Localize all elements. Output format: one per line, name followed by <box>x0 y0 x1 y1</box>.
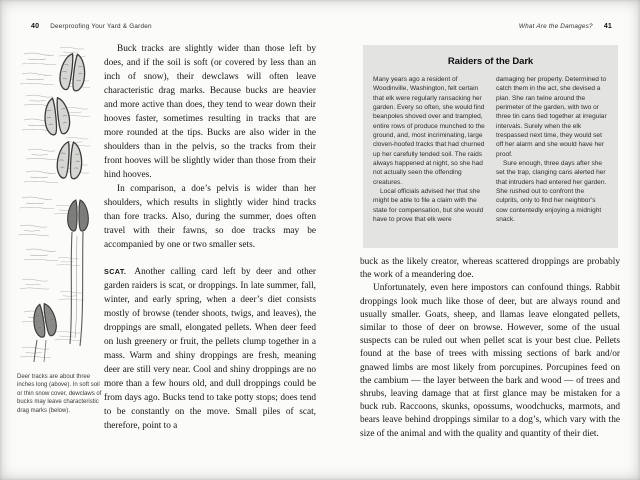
running-head-right <box>519 23 612 30</box>
sidebar-column-2 <box>496 75 608 225</box>
sidebar-columns <box>373 75 608 225</box>
paragraph-buck-tracks: Buck tracks are slightly wider than those left by does, and if the soil is soft (or covered by less than an inch of snow), their dewclaws will often leave characteristic drag marks. Because bucks are heavier and more active than does, they tend to wear down their hooves faster, sometimes resulting in tracks that are more rounded at the tips. Bucks are also wider in the shoulders than in the pelvis, so the tracks from their front hooves will be slightly wider than those from their hind hooves. <box>104 44 316 180</box>
illustration-caption: Deer tracks are about three inches long (above). In soft soil or thin snow cover, dewclaws of bucks may leave characteristic drag marks (below). <box>17 374 102 414</box>
book-title-running-head: Deerproofing Your Yard & Garden <box>50 23 152 30</box>
sidebar-paragraph: Sure enough, three days after she set the trap, clanging cans alerted her that intruders had entered her garden. She rushed out to confront the culprits, only to find her neighbor’s cow contentedly enjoying a midnight snack. <box>496 160 607 224</box>
deer-tracks-illustration <box>18 46 104 188</box>
left-body-text <box>104 42 316 433</box>
scat-paragraph-text: Another calling card left by deer and other garden raiders is scat, or droppings. In late summer, fall, winter, and early spring, when a deer’s diet consists mostly of browse (tender shoots, twigs, and leaves), the droppings are small, elongated pellets. When deer feed on lush greenery or fruit, the pellets clump together in a mass. Warm and shiny droppings are fresh, meaning deer are still very near. Cool and shiny droppings are no more than a few hours old, and dull droppings could be from days ago. Bucks tend to take potty stops; does tend to be constantly on the move. Small piles of scat, therefore, point to a <box>104 267 316 431</box>
drag-marks-illustration <box>16 192 104 368</box>
running-head-left <box>31 23 152 30</box>
page-number-left: 40 <box>31 23 40 30</box>
paragraph-impostors: Unfortunately, even here impostors can confound things. Rabbit droppings look much like those of deer, but are always round and usually smaller. Goats, sheep, and llamas leave elongated pellets, similar to those of deer on browse. However, some of the usual suspects can be ruled out when pellet scat is your best clue. Pellets found at the base of trees with missing sections of bark and/or gnawed limbs are most likely from porcupines. Porcupines feed on the cambium — the layer between the bark and wood — of trees and shrubs, leaving damage that at first glance may be mistaken for a buck rub. Raccoons, skunks, opossums, woodchucks, marmots, and bears leave behind droppings similar to a dog’s, which vary with the size of the animal and with the quality and quantity of their diet. <box>360 283 620 439</box>
page-number-right: 41 <box>603 23 612 30</box>
sidebar-raiders-of-the-dark <box>363 45 618 248</box>
sidebar-column-1 <box>373 75 485 225</box>
sidebar-paragraph: damaging her property. Determined to catch them in the act, she devised a plan. She ran twine around the perimeter of the garden, with two or three tin cans tied together at irregular intervals. Surely when the elk trespassed next time, they would set off her alarm and she would have her proof. <box>496 76 607 158</box>
sidebar-title: Raiders of the Dark <box>447 56 534 67</box>
page-right <box>337 0 640 480</box>
chapter-title-running-head: What Are the Damages? <box>518 23 593 30</box>
scat-run-in-heading: SCAT. <box>104 267 127 276</box>
right-body-text <box>360 256 620 441</box>
sidebar-paragraph: Local officials advised her that she might be able to file a claim with the state for compensation, but she would have to prove that elk were <box>373 188 484 224</box>
paragraph-scat <box>104 265 316 433</box>
sidebar-paragraph: Many years ago a resident of Woodinville, Washington, felt certain that elk were regularly ransacking her garden. Every so often, she would find beanpoles shoved over and trampled, entire rows of produce munched to the ground, and, most incriminating, large cloven-hoofed tracks that had churned up her carefully tended soil. The raids always happened at night, so she had not actually seen the offending creatures. <box>373 76 485 186</box>
paragraph-scat-continued: buck as the likely creator, whereas scattered droppings are probably the work of a meandering doe. <box>360 257 620 281</box>
paragraph-doe-tracks: In comparison, a doe’s pelvis is wider than her shoulders, which results in slightly wider hind tracks than fore tracks. Also, during the summer, does often travel with their fawns, so doe tracks may be accompanied by one or two smaller sets. <box>104 184 316 250</box>
